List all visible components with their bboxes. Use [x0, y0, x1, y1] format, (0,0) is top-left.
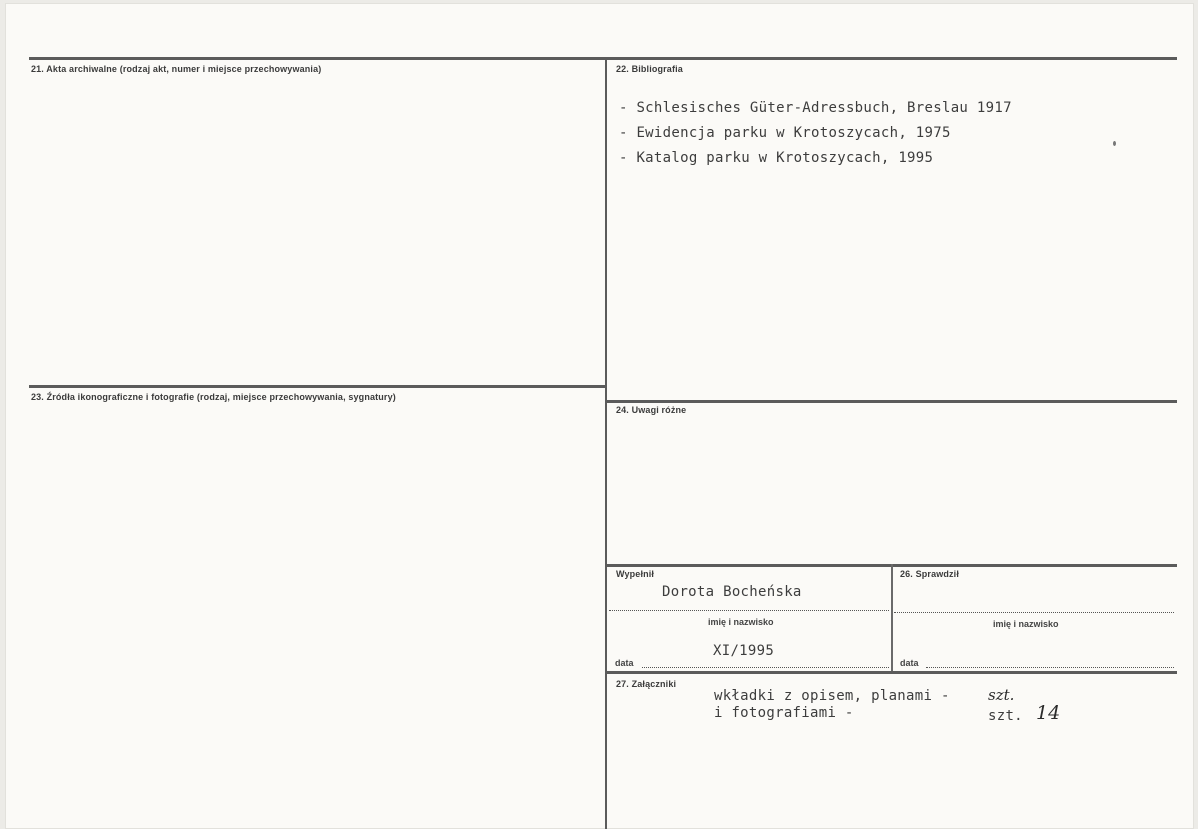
attachments-line-2: i fotografiami - [714, 705, 854, 721]
checked-by-label: 26. Sprawdził [900, 569, 959, 579]
section-27-label: 27. Załączniki [616, 679, 677, 689]
attachments-rule [607, 671, 1177, 674]
bibliography-entry-3: - Katalog parku w Krotoszycach, 1995 [619, 150, 934, 166]
filled-by-date-label: data [615, 658, 634, 668]
section-21-label: 21. Akta archiwalne (rodzaj akt, numer i miejsce przechowywania) [31, 64, 322, 74]
checked-by-date-line [926, 667, 1174, 668]
filled-by-date: XI/1995 [713, 643, 775, 659]
checked-by-name-line [894, 612, 1174, 613]
top-rule [29, 57, 1177, 60]
attachments-line-1: wkładki z opisem, planami - [714, 688, 950, 704]
filled-by-date-line [642, 667, 889, 668]
attachments-unit-1: szt. [988, 686, 1015, 704]
ink-speck [1113, 141, 1116, 146]
filled-by-name-caption: imię i nazwisko [708, 617, 774, 627]
section-24-label: 24. Uwagi różne [616, 405, 687, 415]
signature-block-divider [891, 564, 893, 671]
right-middle-rule [607, 400, 1177, 403]
attachments-unit-2: szt. [988, 708, 1023, 724]
section-23-label: 23. Źródła ikonograficzne i fotografie (rodzaj, miejsce przechowywania, sygnatury) [31, 392, 396, 402]
record-card [5, 3, 1194, 829]
filled-by-name: Dorota Bocheńska [662, 584, 802, 600]
attachments-count: 14 [1036, 702, 1061, 724]
checked-by-name-caption: imię i nazwisko [993, 619, 1059, 629]
section-22-label: 22. Bibliografia [616, 64, 683, 74]
bibliography-entry-1: - Schlesisches Güter-Adressbuch, Breslau 1917 [619, 100, 1012, 116]
filled-by-label: Wypełnił [616, 569, 655, 579]
bibliography-entry-2: - Ewidencja parku w Krotoszycach, 1975 [619, 125, 951, 141]
left-middle-rule [29, 385, 607, 388]
filled-by-name-line [609, 610, 889, 611]
checked-by-date-label: data [900, 658, 919, 668]
center-divider [605, 57, 607, 829]
